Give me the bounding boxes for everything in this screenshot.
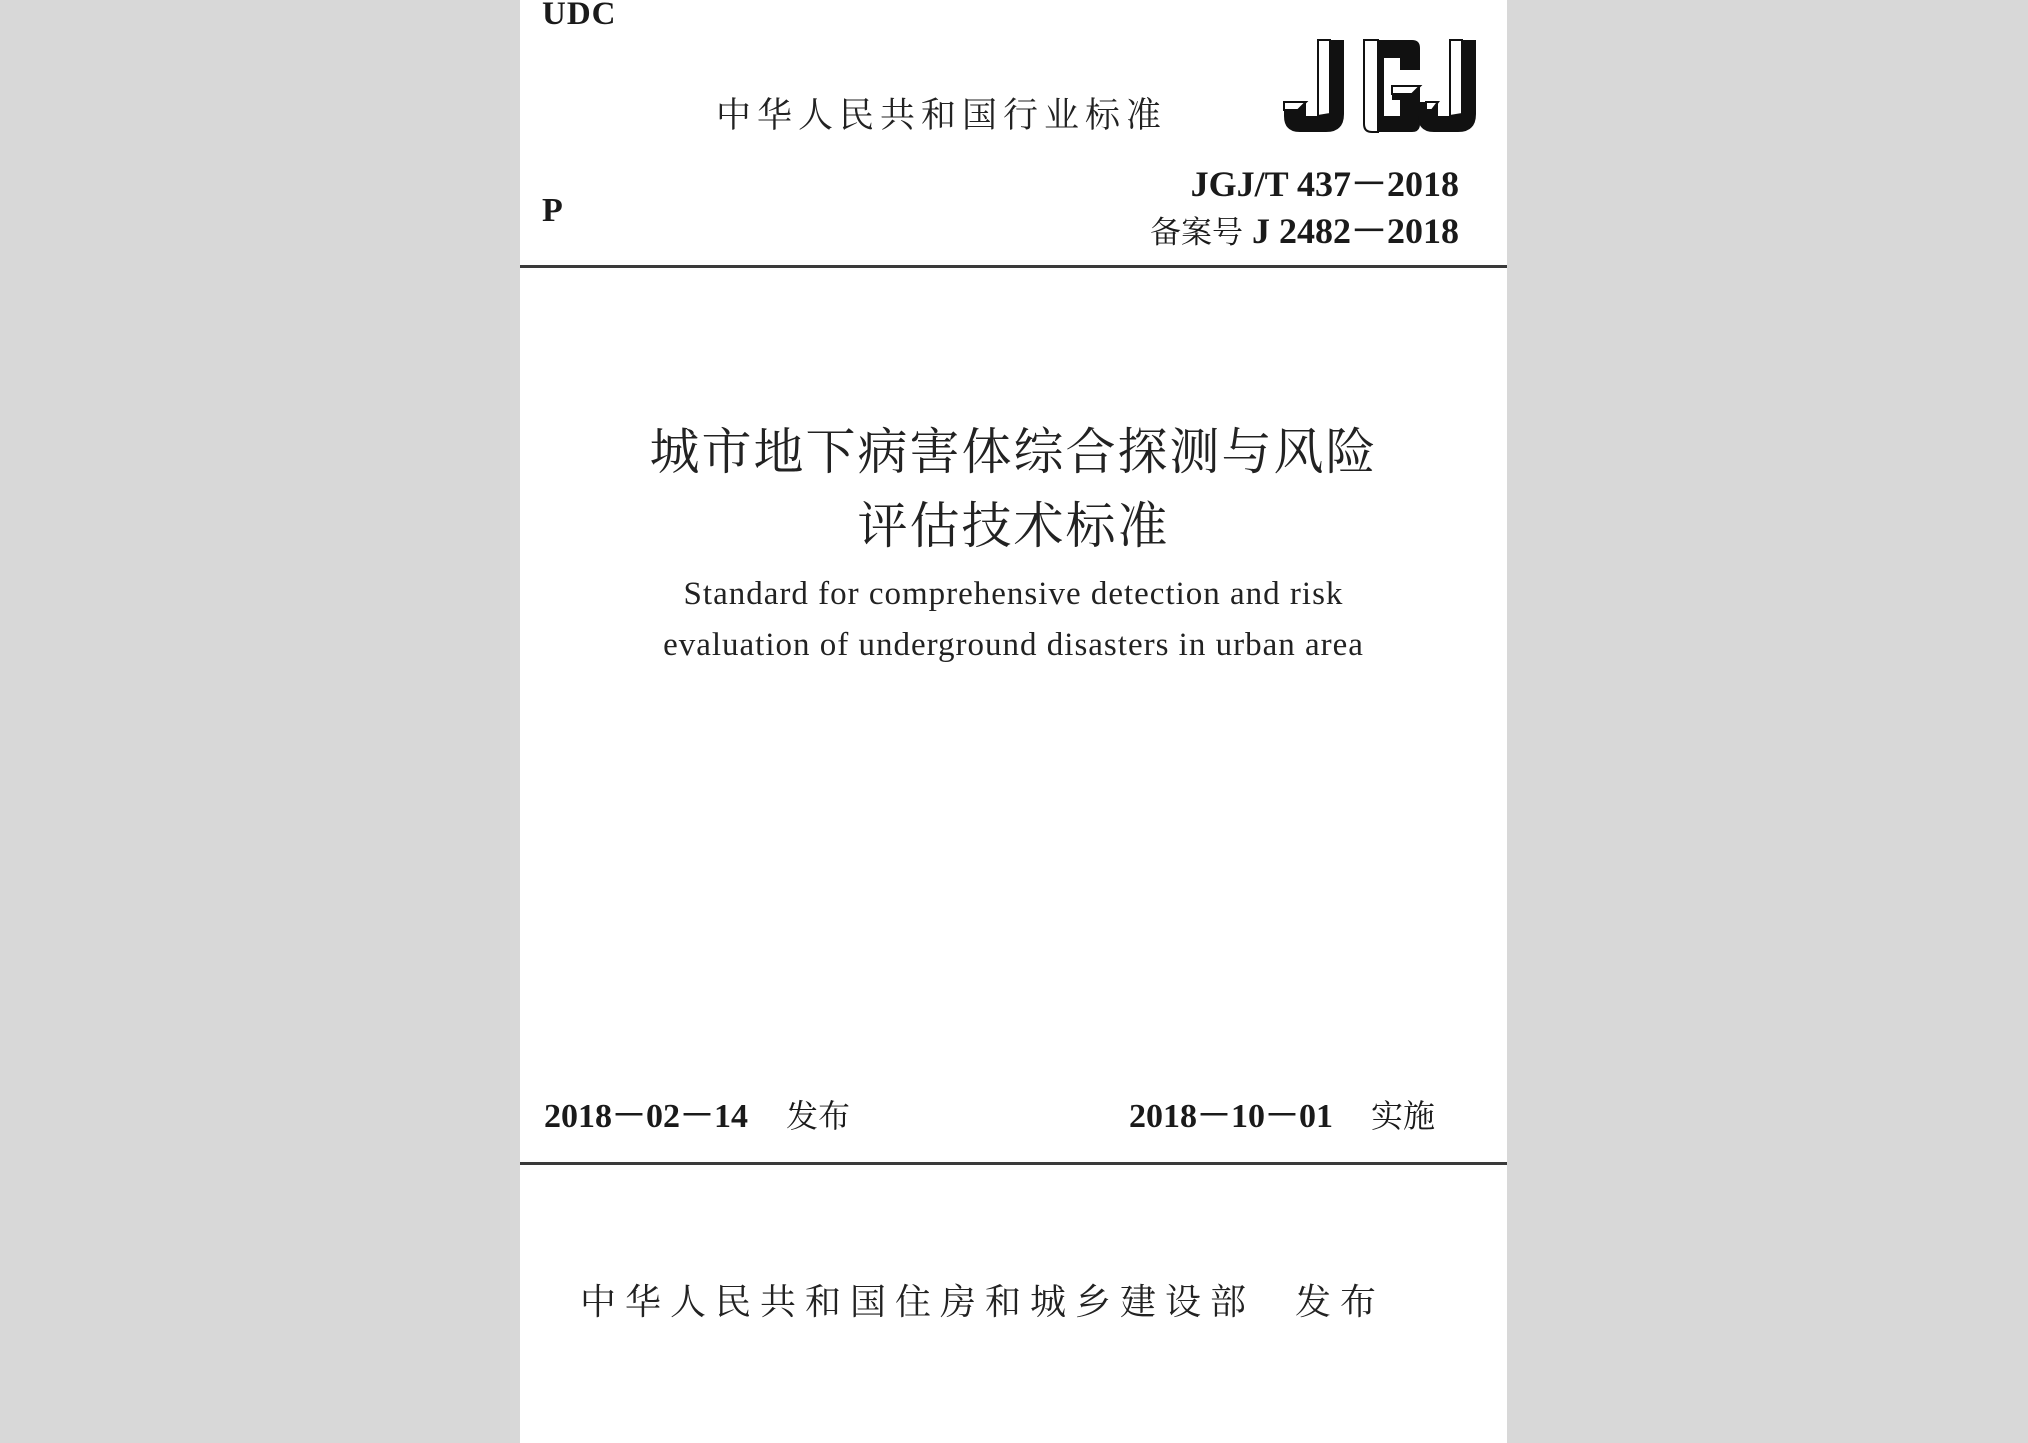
title-en-line-1: Standard for comprehensive detection and risk bbox=[683, 576, 1344, 612]
publisher bbox=[580, 1274, 1385, 1325]
record-number bbox=[1150, 203, 1459, 254]
record-prefix: 备案号 bbox=[1149, 215, 1243, 251]
jgj-logo-icon bbox=[1278, 36, 1483, 136]
effective-date bbox=[1129, 1088, 1435, 1137]
publisher-label: 发布 bbox=[1295, 1282, 1386, 1323]
publisher-name: 中华人民共和国住房和城乡建设部 bbox=[580, 1282, 1256, 1323]
record-number-value: J 2482－2018 bbox=[1251, 211, 1459, 251]
classification-code: P bbox=[542, 192, 563, 229]
title-cn-line-1: 城市地下病害体综合探测与风险 bbox=[649, 423, 1378, 481]
effective-date-value: 2018－10－01 bbox=[1129, 1098, 1333, 1135]
udc-label: UDC bbox=[542, 0, 617, 32]
issue-date-value: 2018－02－14 bbox=[544, 1098, 748, 1135]
title-en-line-2: evaluation of underground disasters in urban area bbox=[663, 627, 1364, 663]
top-divider bbox=[520, 265, 1507, 268]
effective-label: 实施 bbox=[1371, 1097, 1436, 1135]
issue-date bbox=[544, 1088, 850, 1137]
title-cn-line-2: 评估技术标准 bbox=[857, 497, 1170, 555]
bottom-divider bbox=[520, 1162, 1507, 1165]
document-cover-page bbox=[520, 0, 1507, 1443]
issue-label: 发布 bbox=[786, 1097, 851, 1135]
industry-standard-heading: 中华人民共和国行业标准 bbox=[716, 96, 1168, 136]
standard-number: JGJ/T 437－2018 bbox=[1190, 164, 1459, 204]
